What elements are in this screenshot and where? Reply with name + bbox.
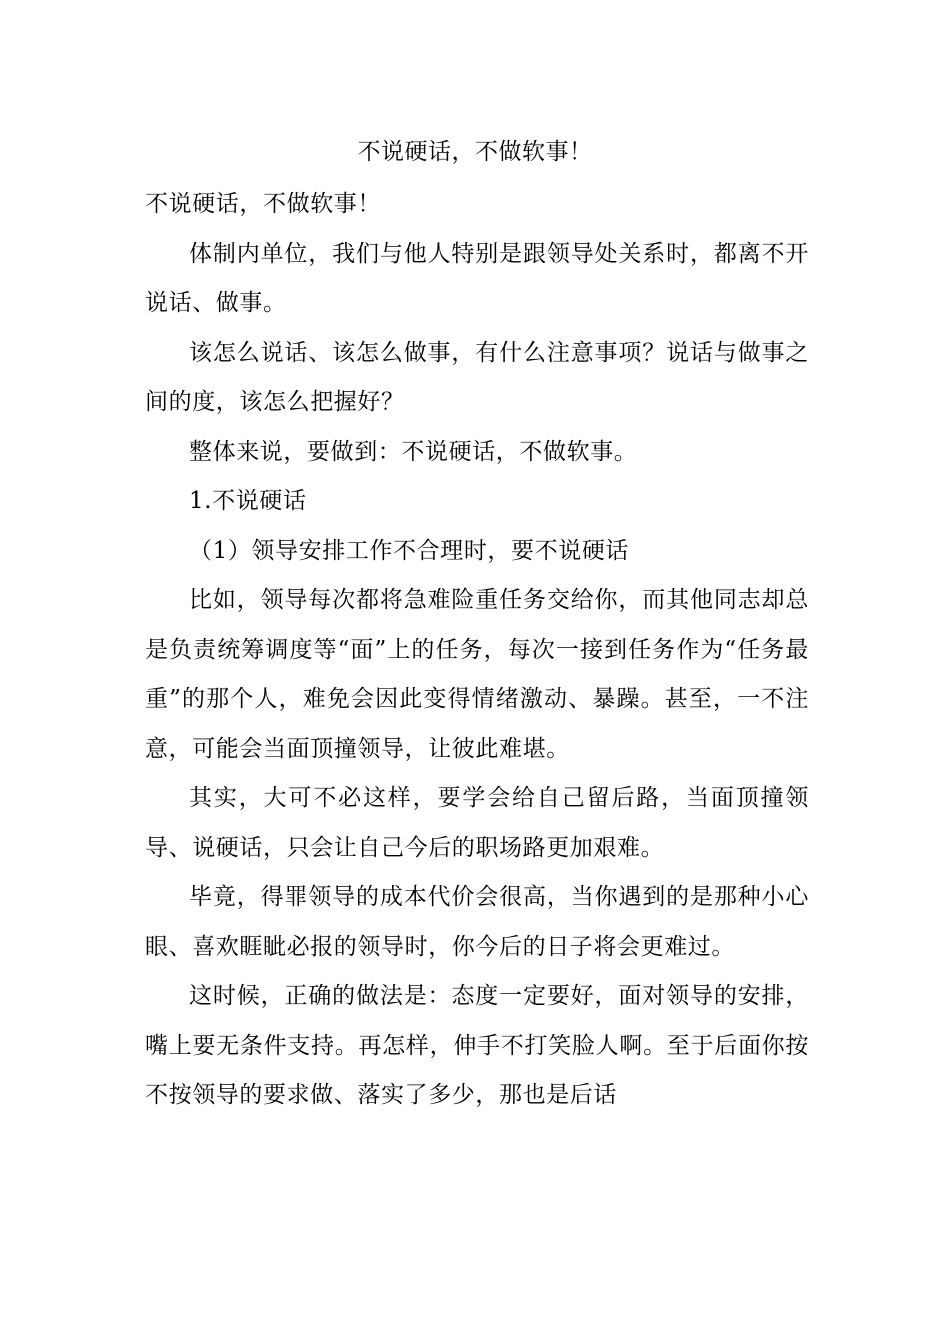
paragraph: 这时候，正确的做法是：态度一定要好，面对领导的安排，嘴上要无条件支持。再怎样，伸手不打笑脸人啊。至于后面你按不按领导的要求做、落实了多少，那也是后话 xyxy=(145,983,809,1108)
paragraph: 体制内单位，我们与他人特别是跟领导处关系时，都离不开说话、做事。 xyxy=(145,240,809,316)
paragraph-heading-repeat: 不说硬话，不做软事！ xyxy=(145,191,381,217)
document-body xyxy=(145,180,809,1121)
document-title: 不说硬话，不做软事！ xyxy=(357,139,593,165)
subsection-heading: （1）领导安排工作不合理时，要不说硬话 xyxy=(189,537,630,564)
section-heading: 1.不说硬话 xyxy=(189,488,307,514)
paragraph: 整体来说，要做到：不说硬话，不做软事。 xyxy=(189,438,638,465)
paragraph: 毕竟，得罪领导的成本代价会很高，当你遇到的是那种小心眼、喜欢睚眦必报的领导时，你今后的日子将会更难过。 xyxy=(145,884,809,960)
paragraph: 该怎么说话、该怎么做事，有什么注意事项？说话与做事之间的度，该怎么把握好？ xyxy=(145,339,809,415)
paragraph: 其实，大可不必这样，要学会给自己留后路，当面顶撞领导、说硬话，只会让自己今后的职场路更加艰难。 xyxy=(145,785,809,861)
paragraph: 比如，领导每次都将急难险重任务交给你，而其他同志却总是负责统筹调度等“面”上的任务，每次一接到任务作为“任务最重”的那个人，难免会因此变得情绪激动、暴躁。甚至，一不注意，可能会当面顶撞领导，让彼此难堪。 xyxy=(145,587,809,762)
